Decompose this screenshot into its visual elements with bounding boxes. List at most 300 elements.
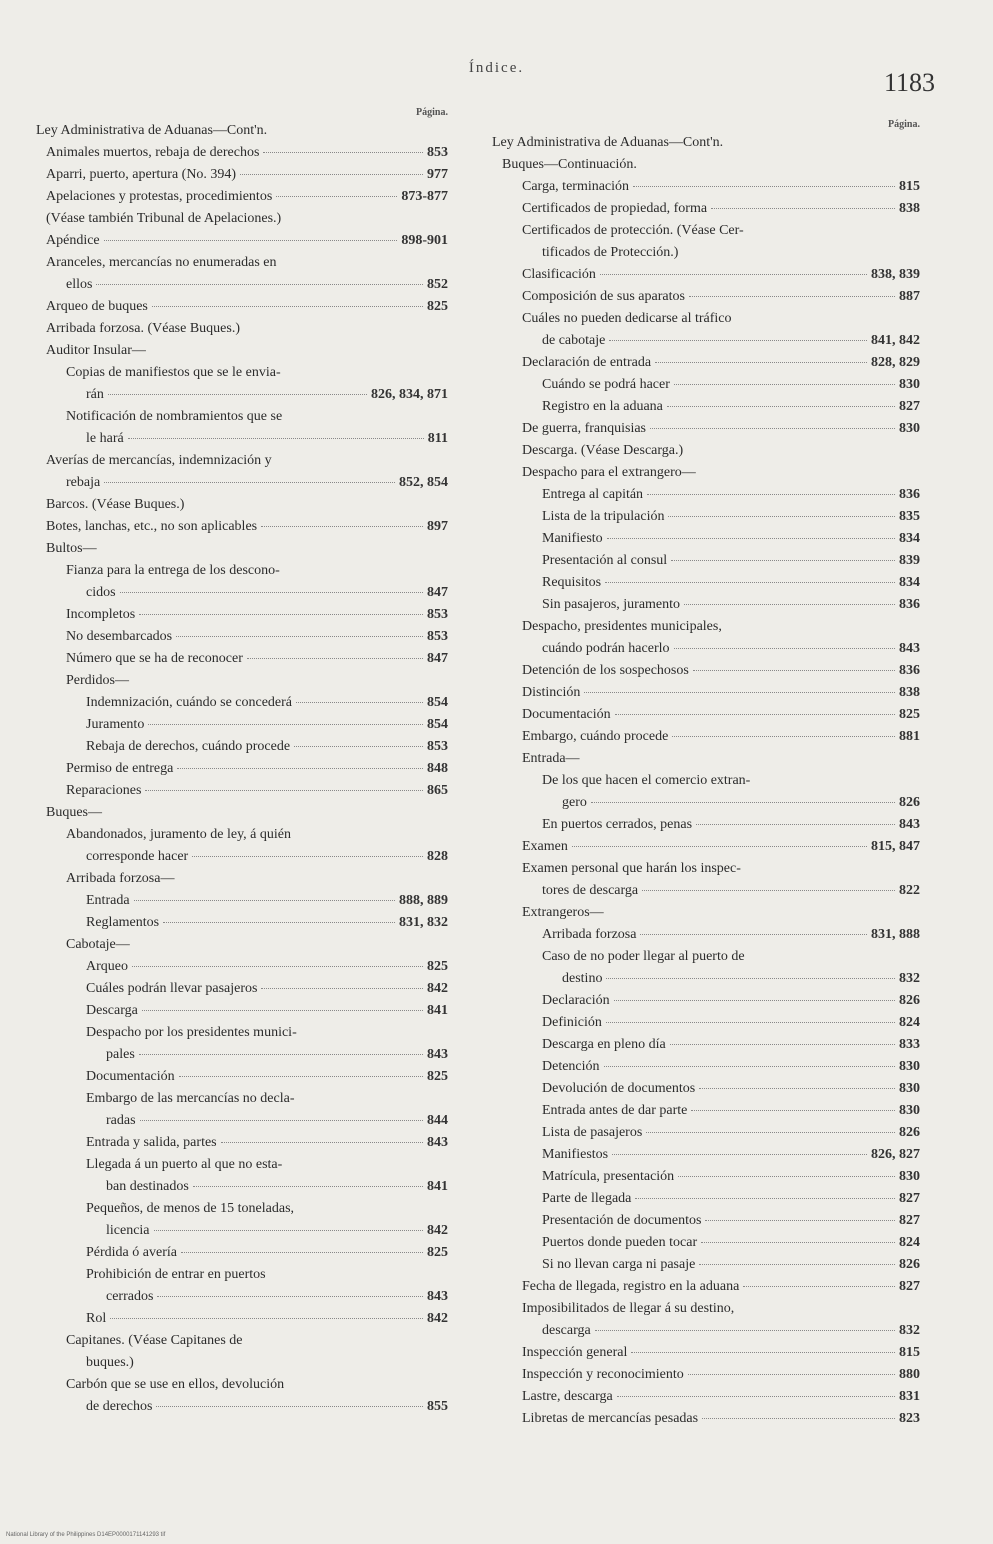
index-entry <box>36 1264 448 1308</box>
entry-label: Animales muertos, rebaja de derechos <box>46 145 260 160</box>
index-entry <box>36 736 448 758</box>
entry-page: 977 <box>427 167 448 182</box>
leader-dots <box>134 900 395 901</box>
index-entry <box>492 418 920 440</box>
entry-page: 831, 832 <box>399 915 448 930</box>
entry-label: Rebaja de derechos, cuándo procede <box>86 739 291 754</box>
entry-page: 815 <box>899 1345 920 1360</box>
leader-dots <box>152 306 423 307</box>
leader-dots <box>96 284 423 285</box>
leader-dots <box>604 1066 895 1067</box>
index-entry <box>492 748 920 770</box>
entry-page: 830 <box>899 1059 920 1074</box>
entry-label: Cabotaje— <box>66 937 130 952</box>
leader-dots <box>192 856 423 857</box>
index-entry <box>492 660 920 682</box>
leader-dots <box>108 394 367 395</box>
entry-label: Permiso de entrega <box>66 761 174 776</box>
entry-page: 826 <box>899 993 920 1008</box>
entry-page: 834 <box>899 575 920 590</box>
index-entry <box>492 836 920 858</box>
index-entry <box>492 616 920 660</box>
entry-continuation <box>492 792 920 814</box>
leader-dots <box>240 174 423 175</box>
entry-page: 836 <box>899 487 920 502</box>
entry-label: Capitanes. (Véase Capitanes de <box>66 1333 243 1348</box>
entries-right <box>492 132 920 1430</box>
entry-label-cont: ban destinados <box>106 1179 189 1194</box>
leader-dots <box>193 1186 423 1187</box>
index-entry <box>492 924 920 946</box>
entry-label: Matrícula, presentación <box>542 1169 675 1184</box>
index-entry <box>492 1122 920 1144</box>
entries-left <box>36 120 448 1418</box>
leader-dots <box>176 636 423 637</box>
entry-page: 855 <box>427 1399 448 1414</box>
entry-label-cont: licencia <box>106 1223 150 1238</box>
entry-label: Abandonados, juramento de ley, á quién <box>66 827 291 842</box>
entry-label: Parte de llegada <box>542 1191 632 1206</box>
index-entry <box>492 1408 920 1430</box>
entry-page: 825 <box>427 959 448 974</box>
entry-page: 828 <box>427 849 448 864</box>
leader-dots <box>609 340 867 341</box>
entry-page: 830 <box>899 1103 920 1118</box>
entry-label: Indemnización, cuándo se concederá <box>86 695 293 710</box>
index-entry <box>36 142 448 164</box>
index-entry <box>492 308 920 352</box>
entry-label: Distinción <box>522 685 581 700</box>
index-entry <box>492 1034 920 1056</box>
entry-label: Embargo, cuándo procede <box>522 729 669 744</box>
leader-dots <box>699 1088 895 1089</box>
index-entry <box>36 164 448 186</box>
entry-page: 888, 889 <box>399 893 448 908</box>
entry-label: Despacho, presidentes municipales, <box>522 619 722 634</box>
entry-page: 825 <box>427 299 448 314</box>
entry-label-cont: rebaja <box>66 475 101 490</box>
entry-label-cont: pales <box>106 1047 135 1062</box>
entry-continuation <box>36 428 448 450</box>
entry-label: Aparri, puerto, apertura (No. 394) <box>46 167 237 182</box>
index-entry <box>492 528 920 550</box>
entry-label: Entrada— <box>522 751 580 766</box>
index-entry <box>492 396 920 418</box>
entry-label: (Véase también Tribunal de Apelaciones.) <box>46 211 282 226</box>
index-entry <box>36 516 448 538</box>
entry-continuation <box>36 384 448 406</box>
index-entry <box>36 1242 448 1264</box>
entry-continuation <box>492 1320 920 1342</box>
entry-label: Aranceles, mercancías no enumeradas en <box>46 255 277 270</box>
entry-page: 815 <box>899 179 920 194</box>
entry-label: Juramento <box>86 717 145 732</box>
entry-continuation <box>36 1286 448 1308</box>
index-entry <box>36 362 448 406</box>
leader-dots <box>572 846 867 847</box>
entry-label: Buques— <box>46 805 102 820</box>
leader-dots <box>667 406 895 407</box>
leader-dots <box>591 802 895 803</box>
leader-dots <box>671 560 895 561</box>
entry-page: 825 <box>427 1245 448 1260</box>
entry-page: 832 <box>899 1323 920 1338</box>
entry-page: 826 <box>899 1257 920 1272</box>
leader-dots <box>693 670 895 671</box>
index-entry <box>36 604 448 626</box>
index-entry <box>492 726 920 748</box>
entry-label: Manifiesto <box>542 531 603 546</box>
entry-label: Carga, terminación <box>522 179 630 194</box>
entry-label: Bultos— <box>46 541 97 556</box>
leader-dots <box>691 1110 895 1111</box>
entry-label: Definición <box>542 1015 602 1030</box>
leader-dots <box>614 1000 895 1001</box>
entry-label: Apelaciones y protestas, procedimientos <box>46 189 273 204</box>
entry-label: Detención de los sospechosos <box>522 663 689 678</box>
leader-dots <box>607 538 895 539</box>
entry-page: 822 <box>899 883 920 898</box>
entry-page: 823 <box>899 1411 920 1426</box>
entry-continuation <box>36 1110 448 1132</box>
entry-page: 841, 842 <box>871 333 920 348</box>
entry-label: Despacho para el extrangero— <box>522 465 696 480</box>
library-footer: National Library of the Philippines D14EP0000171141293 tif <box>6 1532 166 1538</box>
leader-dots <box>668 516 895 517</box>
entry-page: 833 <box>899 1037 920 1052</box>
leader-dots <box>177 768 423 769</box>
entry-page: 836 <box>899 663 920 678</box>
entry-page: 827 <box>899 1191 920 1206</box>
leader-dots <box>595 1330 895 1331</box>
index-entry <box>492 1386 920 1408</box>
entry-page: 843 <box>427 1047 448 1062</box>
leader-dots <box>617 1396 895 1397</box>
entry-label: Imposibilitados de llegar á su destino, <box>522 1301 735 1316</box>
entry-label: Despacho por los presidentes munici- <box>86 1025 297 1040</box>
entry-label: Prohibición de entrar en puertos <box>86 1267 266 1282</box>
entry-label: De guerra, franquisias <box>522 421 647 436</box>
entry-page: 830 <box>899 377 920 392</box>
index-entry <box>36 670 448 692</box>
index-entry <box>36 1132 448 1154</box>
index-entry <box>492 990 920 1012</box>
entry-page: 838 <box>899 201 920 216</box>
entry-label: Entrega al capitán <box>542 487 644 502</box>
entry-page: 835 <box>899 509 920 524</box>
index-entry <box>492 1232 920 1254</box>
entry-label: Arribada forzosa. (Véase Buques.) <box>46 321 240 336</box>
entry-label-cont: de derechos <box>86 1399 153 1414</box>
entry-label: Averías de mercancías, indemnización y <box>46 453 272 468</box>
index-entry <box>36 890 448 912</box>
leader-dots <box>702 1418 895 1419</box>
index-entry <box>36 1088 448 1132</box>
leader-dots <box>672 736 895 737</box>
entry-page: 853 <box>427 607 448 622</box>
entry-label: Documentación <box>86 1069 175 1084</box>
entry-page: 832 <box>899 971 920 986</box>
entry-page: 841 <box>427 1003 448 1018</box>
leader-dots <box>688 1374 895 1375</box>
entry-continuation <box>36 274 448 296</box>
leader-dots <box>711 208 895 209</box>
leader-dots <box>261 988 423 989</box>
entry-page: 841 <box>427 1179 448 1194</box>
entry-page: 843 <box>899 641 920 656</box>
leader-dots <box>699 1264 895 1265</box>
index-entry <box>492 572 920 594</box>
page-number: 1183 <box>883 68 935 97</box>
entry-label: Documentación <box>522 707 611 722</box>
index-entry <box>492 682 920 704</box>
entry-label: Entrada y salida, partes <box>86 1135 217 1150</box>
leader-dots <box>631 1352 895 1353</box>
entry-page: 827 <box>899 399 920 414</box>
entry-label-cont: le hará <box>86 431 124 446</box>
entry-page: 873-877 <box>401 189 448 204</box>
entry-label: Sin pasajeros, juramento <box>542 597 681 612</box>
entry-page: 831 <box>899 1389 920 1404</box>
index-entry <box>36 494 448 516</box>
leader-dots <box>104 240 398 241</box>
entry-label: Inspección general <box>522 1345 628 1360</box>
entry-label: Cuáles podrán llevar pasajeros <box>86 981 258 996</box>
entry-page: 828, 829 <box>871 355 920 370</box>
entry-label: Composición de sus aparatos <box>522 289 685 304</box>
entry-label: Declaración <box>542 993 610 1008</box>
leader-dots <box>674 648 896 649</box>
entry-label-cont: descarga <box>542 1323 591 1338</box>
index-entry <box>492 286 920 308</box>
entry-page: 831, 888 <box>871 927 920 942</box>
entry-label: Clasificación <box>522 267 596 282</box>
entry-page: 826 <box>899 1125 920 1140</box>
entry-label: Entrada antes de dar parte <box>542 1103 688 1118</box>
index-entry <box>492 198 920 220</box>
index-entry <box>36 318 448 340</box>
entry-page: 825 <box>427 1069 448 1084</box>
leader-dots <box>120 592 423 593</box>
entry-label: Caso de no poder llegar al puerto de <box>542 949 745 964</box>
index-entry <box>492 1166 920 1188</box>
entry-page: 898-901 <box>401 233 448 248</box>
index-entry <box>36 296 448 318</box>
pagina-label: Página. <box>416 107 448 118</box>
entry-page: 844 <box>427 1113 448 1128</box>
entry-label: Número que se ha de reconocer <box>66 651 243 666</box>
entry-label: De los que hacen el comercio extran- <box>542 773 751 788</box>
leader-dots <box>743 1286 895 1287</box>
index-entry <box>36 1374 448 1418</box>
leader-dots <box>261 526 423 527</box>
index-entry <box>36 230 448 252</box>
index-entry <box>36 934 448 956</box>
index-entry <box>492 1078 920 1100</box>
entry-page: 827 <box>899 1213 920 1228</box>
index-entry <box>36 780 448 802</box>
leader-dots <box>606 978 895 979</box>
leader-dots <box>139 1054 423 1055</box>
entry-page: 847 <box>427 585 448 600</box>
leader-dots <box>640 934 867 935</box>
entry-label-cont: cidos <box>86 585 116 600</box>
entry-label: Reglamentos <box>86 915 160 930</box>
index-entry <box>492 1298 920 1342</box>
index-entry <box>492 264 920 286</box>
entry-label: Lista de pasajeros <box>542 1125 643 1140</box>
leader-dots <box>674 384 895 385</box>
entry-label: Si no llevan carga ni pasaje <box>542 1257 696 1272</box>
entry-continuation <box>36 1352 448 1374</box>
entry-page: 839 <box>899 553 920 568</box>
entry-label: Botes, lanchas, etc., no son aplicables <box>46 519 258 534</box>
entry-label: Descarga en pleno día <box>542 1037 666 1052</box>
index-entry <box>36 714 448 736</box>
entry-page: 830 <box>899 1081 920 1096</box>
entry-label: Examen personal que harán los inspec- <box>522 861 741 876</box>
entry-label: No desembarcados <box>66 629 173 644</box>
leader-dots <box>181 1252 423 1253</box>
index-entry <box>492 1276 920 1298</box>
leader-dots <box>263 152 423 153</box>
leader-dots <box>689 296 895 297</box>
entry-label: Cuáles no pueden dedicarse al tráfico <box>522 311 732 326</box>
leader-dots <box>612 1154 867 1155</box>
index-entry <box>36 538 448 560</box>
index-entry <box>492 902 920 924</box>
entry-page: 865 <box>427 783 448 798</box>
leader-dots <box>140 1120 423 1121</box>
entry-page: 897 <box>427 519 448 534</box>
index-entry <box>492 1188 920 1210</box>
entry-label-cont: tores de descarga <box>542 883 639 898</box>
entry-continuation <box>36 1220 448 1242</box>
leader-dots <box>633 186 895 187</box>
leader-dots <box>104 482 395 483</box>
entry-label-cont: ellos <box>66 277 93 292</box>
leader-dots <box>615 714 895 715</box>
index-entry <box>492 440 920 462</box>
entry-label: Cuándo se podrá hacer <box>542 377 670 392</box>
entry-label: Lista de la tripulación <box>542 509 665 524</box>
entry-label-cont: tificados de Protección.) <box>542 245 679 260</box>
entry-label: Llegada á un puerto al que no esta- <box>86 1157 283 1172</box>
leader-dots <box>154 1230 423 1231</box>
entry-page: 842 <box>427 1311 448 1326</box>
index-entry <box>36 868 448 890</box>
entry-page: 843 <box>427 1135 448 1150</box>
entry-page: 847 <box>427 651 448 666</box>
entry-label: Libretas de mercancías pesadas <box>522 1411 699 1426</box>
entry-label: Arribada forzosa— <box>66 871 175 886</box>
index-entry <box>492 594 920 616</box>
entry-label: Rol <box>86 1311 107 1326</box>
entry-page: 880 <box>899 1367 920 1382</box>
entry-label: Descarga. (Véase Descarga.) <box>522 443 684 458</box>
index-entry <box>492 1144 920 1166</box>
entry-label: Pérdida ó avería <box>86 1245 177 1260</box>
index-entry <box>36 824 448 868</box>
index-entry <box>492 506 920 528</box>
entry-label: Incompletos <box>66 607 136 622</box>
leader-dots <box>696 824 895 825</box>
entry-page: 852 <box>427 277 448 292</box>
leader-dots <box>642 890 895 891</box>
entry-label-cont: de cabotaje <box>542 333 606 348</box>
leader-dots <box>635 1198 895 1199</box>
entry-page: 830 <box>899 421 920 436</box>
entry-label: Presentación de documentos <box>542 1213 702 1228</box>
index-entry <box>36 692 448 714</box>
entry-continuation <box>492 638 920 660</box>
entry-page: 881 <box>899 729 920 744</box>
entry-label: Notificación de nombramientos que se <box>66 409 283 424</box>
entry-continuation <box>36 846 448 868</box>
entry-page: 824 <box>899 1015 920 1030</box>
leader-dots <box>584 692 895 693</box>
entry-continuation <box>36 1396 448 1418</box>
leader-dots <box>179 1076 423 1077</box>
entry-page: 853 <box>427 629 448 644</box>
index-entry <box>36 1198 448 1242</box>
index-column-left <box>36 106 448 1418</box>
index-entry <box>36 406 448 450</box>
index-entry <box>36 450 448 494</box>
entry-label-cont: buques.) <box>86 1355 134 1370</box>
index-entry <box>492 132 920 154</box>
entry-label: Apéndice <box>46 233 100 248</box>
index-entry <box>492 946 920 990</box>
leader-dots <box>163 922 395 923</box>
entry-page: 824 <box>899 1235 920 1250</box>
entry-label: Pequeños, de menos de 15 toneladas, <box>86 1201 295 1216</box>
leader-dots <box>128 438 424 439</box>
index-entry <box>36 802 448 824</box>
entry-label: Entrada <box>86 893 130 908</box>
leader-dots <box>705 1220 895 1221</box>
entry-page: 826, 827 <box>871 1147 920 1162</box>
entry-label: Lastre, descarga <box>522 1389 613 1404</box>
leader-dots <box>678 1176 895 1177</box>
entry-page: 830 <box>899 1169 920 1184</box>
index-entry <box>36 1066 448 1088</box>
index-entry <box>36 560 448 604</box>
entry-label: Requisitos <box>542 575 602 590</box>
entry-label: Arqueo <box>86 959 128 974</box>
index-entry <box>36 340 448 362</box>
entry-page: 811 <box>427 431 448 446</box>
entry-label: Devolución de documentos <box>542 1081 696 1096</box>
leader-dots <box>606 1022 895 1023</box>
entry-continuation <box>36 472 448 494</box>
entry-label: Copias de manifiestos que se le envia- <box>66 365 281 380</box>
index-entry <box>36 1330 448 1374</box>
entry-page: 842 <box>427 981 448 996</box>
index-entry <box>36 956 448 978</box>
index-entry <box>492 462 920 484</box>
entry-label-cont: destino <box>562 971 603 986</box>
entry-page: 815, 847 <box>871 839 920 854</box>
leader-dots <box>221 1142 423 1143</box>
entry-label-cont: gero <box>562 795 587 810</box>
entry-page: 836 <box>899 597 920 612</box>
entry-label: Certificados de protección. (Véase Cer- <box>522 223 744 238</box>
entry-label-cont: cuándo podrán hacerlo <box>542 641 670 656</box>
entry-label: Fianza para la entrega de los descono- <box>66 563 280 578</box>
entry-label-cont: cerrados <box>106 1289 154 1304</box>
entry-page: 853 <box>427 739 448 754</box>
